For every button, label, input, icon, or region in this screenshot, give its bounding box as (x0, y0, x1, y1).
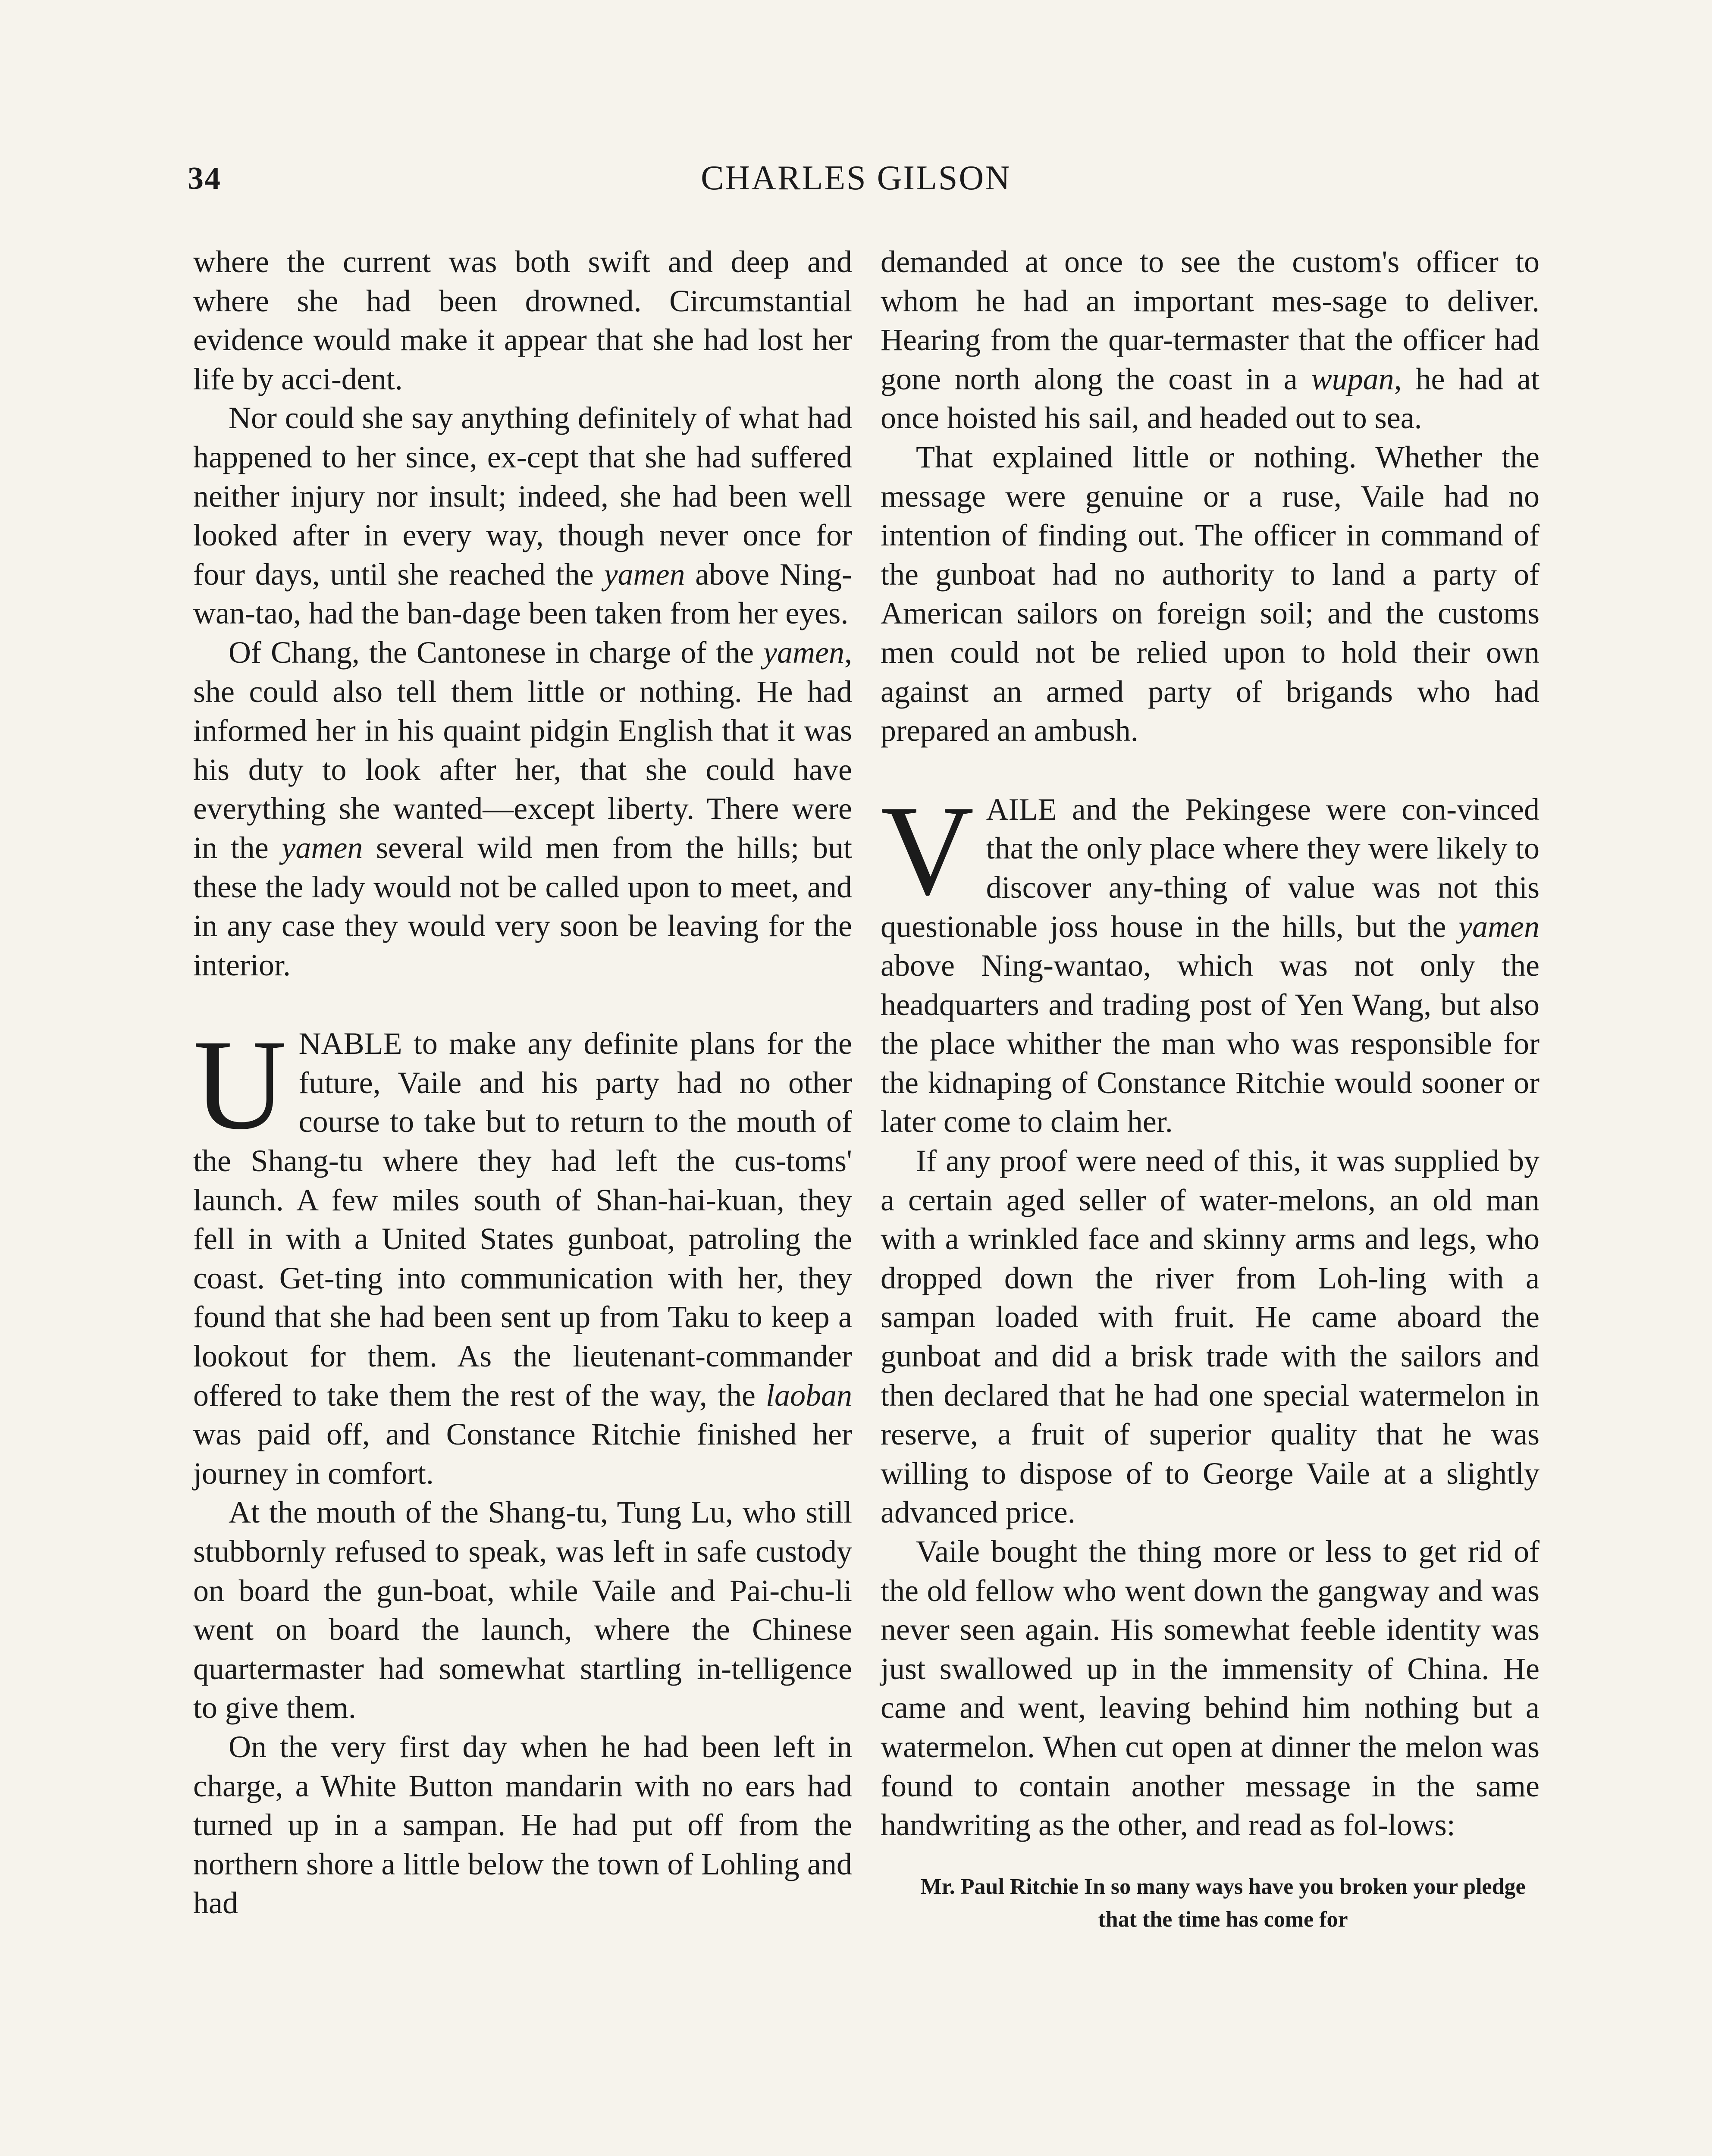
paragraph: On the very first day when he had been left in charge, a White Button mandarin with no ears had turned up in a sampan. He had put off from the northern shore a little below the town of Lohling and had (193, 1729, 852, 1921)
paragraph: If any proof were need of this, it was supplied by a certain aged seller of water-melons, an old man with a wrinkled face and skinny arms and legs, who dropped down the river from Loh-ling with a sampan loaded with fruit. He came aboard the gunboat and did a brisk trade with the sailors and then declared that he had one special watermelon in reserve, a fruit of superior quality that he was willing to dispose of to George Vaile at a slightly advanced price. (881, 1144, 1540, 1530)
right-column (881, 242, 1540, 1936)
paragraph: At the mouth of the Shang-tu, Tung Lu, who still stubbornly refused to speak, was left in safe custody on board the gun-boat, while Vaile and Pai-chu-li went on board the launch, where the Chinese quartermaster had somewhat startling in-telligence to give them. (193, 1495, 852, 1725)
page-number: 34 (188, 161, 221, 196)
section-opening-paragraph: VAILE and the Pekingese were con-vinced that the only place where they were likely to discover any-thing of value was not this questionable joss house in the hills, but the yamen above Ning-wantao, which was not only the headquarters and trading post of Yen Wang, but also the place whither the man who was responsible for the kidnaping of Constance Ritchie would sooner or later come to claim her. (881, 778, 1540, 1139)
paragraph: Of Chang, the Cantonese in charge of the yamen, she could also tell them little or nothing. He had informed her in his quaint pidgin English that it was his duty to look after her, that she could have everything she wanted—except liberty. There were in the yamen several wild men from the hills; but these the lady would not be called upon to meet, and in any case they would very soon be leaving for the interior. (193, 635, 852, 982)
section-opening-paragraph: UNABLE to make any definite plans for the future, Vaile and his party had no other course to take but to return to the mouth of the Shang-tu where they had left the cus-toms' launch. A few miles south of Shan-hai-kuan, they fell in with a United States gunboat, patroling the coast. Get-ting into communication with her, they found that she had been sent up from Taku to keep a lookout for them. As the lieutenant-commander offered to take them the rest of the way, the laoban was paid off, and Constance Ritchie finished her journey in comfort. (193, 1013, 852, 1491)
paragraph: Nor could she say anything definitely of what had happened to her since, ex-cept that she had suffered neither injury nor insult; indeed, she had been well looked after in every way, though never once for four days, until she reached the yamen above Ning-wan-tao, had the ban-dage been taken from her eyes. (193, 401, 852, 631)
paragraph: where the current was both swift and deep and where she had been drowned. Circumstantial evidence would make it appear that she had lost her life by acci-dent. (193, 244, 852, 396)
running-head: CHARLES GILSON (701, 159, 1011, 197)
paragraph: Vaile bought the thing more or less to get rid of the old fellow who went down the gangway and was never seen again. His somewhat feeble identity was just swallowed up in the immensity of China. He came and went, leaving behind him nothing but a watermelon. When cut open at dinner the melon was found to contain another message in the same handwriting as the other, and read as fol-lows: (881, 1534, 1540, 1843)
paragraph: demanded at once to see the custom's officer to whom he had an important mes-sage to deliver. Hearing from the quar-termaster that the officer had gone north along the coast in a wupan, he had at once hoisted his sail, and headed out to sea. (881, 244, 1540, 436)
letter-excerpt: Mr. Paul Ritchie In so many ways have you broken your pledge that the time has come for (920, 1874, 1526, 1932)
drop-cap: V (881, 778, 974, 922)
drop-cap: U (193, 1013, 287, 1156)
left-column (193, 242, 852, 1923)
paragraph: That explained little or nothing. Whether the message were genuine or a ruse, Vaile had no intention of finding out. The officer in command of the gunboat had no authority to land a party of American sailors on foreign soil; and the customs men could not be relied upon to hold their own against an armed party of brigands who had prepared an ambush. (881, 439, 1540, 748)
